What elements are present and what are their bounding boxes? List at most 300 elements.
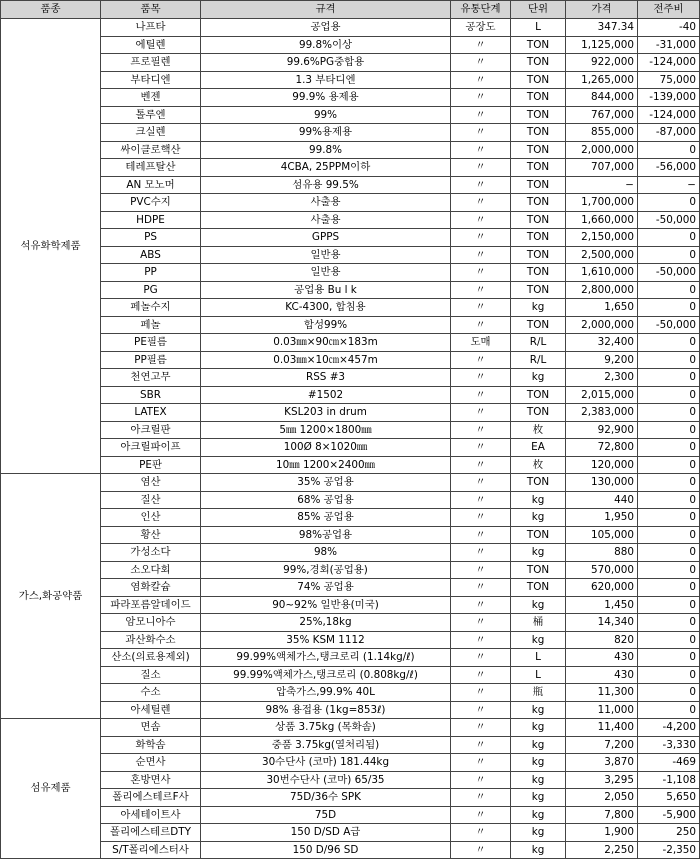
change-cell: 0: [638, 509, 700, 527]
price-cell: 2,800,000: [566, 281, 638, 299]
spec-cell: 75D: [201, 806, 451, 824]
table-row: [1, 211, 700, 229]
change-cell: -50,000: [638, 211, 700, 229]
table-row: [1, 54, 700, 72]
spec-cell: 35% KSM 1112: [201, 631, 451, 649]
unit-cell: kg: [511, 789, 566, 807]
table-row: [1, 824, 700, 842]
unit-cell: kg: [511, 369, 566, 387]
stage-cell: 〃: [451, 211, 511, 229]
spec-cell: 공업용 Bu l k: [201, 281, 451, 299]
stage-cell: 〃: [451, 404, 511, 422]
table-row: [1, 229, 700, 247]
spec-cell: 99.99%액체가스,탱크로리 (0.808kg/ℓ): [201, 666, 451, 684]
stage-cell: 공장도: [451, 19, 511, 37]
unit-cell: TON: [511, 229, 566, 247]
spec-cell: 1.3 부타디엔: [201, 71, 451, 89]
category-cell: 가스,화공약품: [1, 474, 101, 719]
item-cell: 질산: [101, 491, 201, 509]
table-row: [1, 89, 700, 107]
stage-cell: 〃: [451, 684, 511, 702]
unit-cell: 桶: [511, 614, 566, 632]
table-row: [1, 264, 700, 282]
price-cell: 767,000: [566, 106, 638, 124]
stage-cell: 〃: [451, 229, 511, 247]
unit-cell: TON: [511, 36, 566, 54]
price-cell: 3,295: [566, 771, 638, 789]
header-spec: 규격: [201, 1, 451, 19]
unit-cell: L: [511, 649, 566, 667]
price-cell: 120,000: [566, 456, 638, 474]
price-cell: 707,000: [566, 159, 638, 177]
table-row: [1, 631, 700, 649]
spec-cell: 99.6%PG중합용: [201, 54, 451, 72]
price-cell: 32,400: [566, 334, 638, 352]
spec-cell: 30번수단사 (코마) 65/35: [201, 771, 451, 789]
spec-cell: 85% 공업용: [201, 509, 451, 527]
price-cell: 3,870: [566, 754, 638, 772]
table-row: [1, 351, 700, 369]
unit-cell: 枚: [511, 421, 566, 439]
spec-cell: 74% 공업용: [201, 579, 451, 597]
price-cell: 2,500,000: [566, 246, 638, 264]
price-cell: 2,383,000: [566, 404, 638, 422]
stage-cell: 〃: [451, 299, 511, 317]
unit-cell: TON: [511, 404, 566, 422]
change-cell: 0: [638, 649, 700, 667]
item-cell: 면솜: [101, 719, 201, 737]
item-cell: PVC수지: [101, 194, 201, 212]
unit-cell: kg: [511, 631, 566, 649]
spec-cell: 99%용제용: [201, 124, 451, 142]
unit-cell: kg: [511, 299, 566, 317]
change-cell: 75,000: [638, 71, 700, 89]
change-cell: -124,000: [638, 106, 700, 124]
header-stage: 유통단계: [451, 1, 511, 19]
change-cell: -139,000: [638, 89, 700, 107]
table-row: [1, 281, 700, 299]
stage-cell: 〃: [451, 561, 511, 579]
spec-cell: 98%: [201, 544, 451, 562]
stage-cell: 〃: [451, 159, 511, 177]
stage-cell: 〃: [451, 841, 511, 859]
unit-cell: TON: [511, 316, 566, 334]
stage-cell: 〃: [451, 106, 511, 124]
spec-cell: 98% 용접용 (1kg=853ℓ): [201, 701, 451, 719]
stage-cell: 〃: [451, 351, 511, 369]
stage-cell: 〃: [451, 491, 511, 509]
stage-cell: 〃: [451, 141, 511, 159]
price-cell: 430: [566, 666, 638, 684]
spec-cell: RSS #3: [201, 369, 451, 387]
unit-cell: TON: [511, 71, 566, 89]
item-cell: 황산: [101, 526, 201, 544]
spec-cell: 150 D/96 SD: [201, 841, 451, 859]
stage-cell: 〃: [451, 806, 511, 824]
spec-cell: 0.03㎜×10㎝×457m: [201, 351, 451, 369]
price-cell: 1,700,000: [566, 194, 638, 212]
item-cell: 산소(의료용제외): [101, 649, 201, 667]
spec-cell: 75D/36수 SPK: [201, 789, 451, 807]
item-cell: 벤젠: [101, 89, 201, 107]
change-cell: -31,000: [638, 36, 700, 54]
unit-cell: TON: [511, 281, 566, 299]
price-cell: 1,660,000: [566, 211, 638, 229]
item-cell: 염산: [101, 474, 201, 492]
price-cell: 7,200: [566, 736, 638, 754]
stage-cell: 〃: [451, 176, 511, 194]
stage-cell: 〃: [451, 71, 511, 89]
change-cell: 0: [638, 561, 700, 579]
table-row: [1, 106, 700, 124]
stage-cell: 〃: [451, 36, 511, 54]
item-cell: PE필름: [101, 334, 201, 352]
unit-cell: TON: [511, 141, 566, 159]
price-cell: 2,015,000: [566, 386, 638, 404]
table-row: [1, 736, 700, 754]
change-cell: -40: [638, 19, 700, 37]
price-cell: 9,200: [566, 351, 638, 369]
unit-cell: 枚: [511, 456, 566, 474]
item-cell: 나프타: [101, 19, 201, 37]
stage-cell: 〃: [451, 596, 511, 614]
spec-cell: 상품 3.75kg (목화솜): [201, 719, 451, 737]
table-row: [1, 806, 700, 824]
spec-cell: 99%,경회(공업용): [201, 561, 451, 579]
unit-cell: kg: [511, 491, 566, 509]
stage-cell: 〃: [451, 719, 511, 737]
stage-cell: 〃: [451, 316, 511, 334]
table-row: [1, 474, 700, 492]
change-cell: -469: [638, 754, 700, 772]
change-cell: 0: [638, 421, 700, 439]
spec-cell: 68% 공업용: [201, 491, 451, 509]
spec-cell: 99.8%이상: [201, 36, 451, 54]
unit-cell: TON: [511, 89, 566, 107]
unit-cell: TON: [511, 561, 566, 579]
item-cell: PE판: [101, 456, 201, 474]
table-body: [1, 19, 700, 859]
spec-cell: 압축가스,99.9% 40L: [201, 684, 451, 702]
change-cell: 0: [638, 526, 700, 544]
spec-cell: 35% 공업용: [201, 474, 451, 492]
spec-cell: 섬유용 99.5%: [201, 176, 451, 194]
change-cell: 0: [638, 701, 700, 719]
unit-cell: TON: [511, 579, 566, 597]
unit-cell: L: [511, 19, 566, 37]
spec-cell: KC-4300, 합침용: [201, 299, 451, 317]
unit-cell: TON: [511, 194, 566, 212]
table-row: [1, 316, 700, 334]
table-row: [1, 666, 700, 684]
spec-cell: 10㎜ 1200×2400㎜: [201, 456, 451, 474]
item-cell: 아세테이트사: [101, 806, 201, 824]
stage-cell: 〃: [451, 824, 511, 842]
spec-cell: 사출용: [201, 194, 451, 212]
change-cell: 0: [638, 579, 700, 597]
unit-cell: 瓶: [511, 684, 566, 702]
change-cell: 0: [638, 631, 700, 649]
unit-cell: kg: [511, 701, 566, 719]
price-cell: 7,800: [566, 806, 638, 824]
price-cell: 440: [566, 491, 638, 509]
unit-cell: kg: [511, 754, 566, 772]
price-cell: 1,650: [566, 299, 638, 317]
table-row: [1, 124, 700, 142]
change-cell: -5,900: [638, 806, 700, 824]
spec-cell: 중품 3.75kg(열처리됨): [201, 736, 451, 754]
item-cell: 크실렌: [101, 124, 201, 142]
price-cell: 72,800: [566, 439, 638, 457]
table-row: [1, 36, 700, 54]
table-row: [1, 456, 700, 474]
price-cell: 2,150,000: [566, 229, 638, 247]
unit-cell: TON: [511, 264, 566, 282]
price-cell: 130,000: [566, 474, 638, 492]
item-cell: 수소: [101, 684, 201, 702]
unit-cell: kg: [511, 771, 566, 789]
stage-cell: 〃: [451, 386, 511, 404]
price-cell: 922,000: [566, 54, 638, 72]
change-cell: 0: [638, 404, 700, 422]
spec-cell: GPPS: [201, 229, 451, 247]
category-cell: 섬유제품: [1, 719, 101, 859]
stage-cell: 〃: [451, 526, 511, 544]
table-row: [1, 246, 700, 264]
stage-cell: 〃: [451, 509, 511, 527]
spec-cell: 일반용: [201, 264, 451, 282]
item-cell: PP필름: [101, 351, 201, 369]
price-cell: 14,340: [566, 614, 638, 632]
stage-cell: 〃: [451, 631, 511, 649]
item-cell: 테레프탈산: [101, 159, 201, 177]
table-row: [1, 439, 700, 457]
spec-cell: 5㎜ 1200×1800㎜: [201, 421, 451, 439]
unit-cell: L: [511, 666, 566, 684]
unit-cell: kg: [511, 806, 566, 824]
price-cell: 1,610,000: [566, 264, 638, 282]
item-cell: 가성소다: [101, 544, 201, 562]
spec-cell: 100Ø 8×1020㎜: [201, 439, 451, 457]
price-cell: 2,050: [566, 789, 638, 807]
spec-cell: 사출용: [201, 211, 451, 229]
stage-cell: 〃: [451, 281, 511, 299]
unit-cell: EA: [511, 439, 566, 457]
item-cell: AN 모노머: [101, 176, 201, 194]
change-cell: 0: [638, 544, 700, 562]
stage-cell: 〃: [451, 771, 511, 789]
price-cell: 1,125,000: [566, 36, 638, 54]
change-cell: 0: [638, 439, 700, 457]
table-row: [1, 684, 700, 702]
item-cell: 아크릴판: [101, 421, 201, 439]
item-cell: 부타디엔: [101, 71, 201, 89]
item-cell: 순면사: [101, 754, 201, 772]
unit-cell: TON: [511, 474, 566, 492]
table-row: [1, 789, 700, 807]
item-cell: 싸이클로핵산: [101, 141, 201, 159]
stage-cell: 〃: [451, 54, 511, 72]
change-cell: -3,330: [638, 736, 700, 754]
price-cell: 820: [566, 631, 638, 649]
item-cell: 아크릴파이프: [101, 439, 201, 457]
unit-cell: kg: [511, 736, 566, 754]
change-cell: 0: [638, 299, 700, 317]
header-item: 품목: [101, 1, 201, 19]
stage-cell: 〃: [451, 754, 511, 772]
item-cell: 암모니아수: [101, 614, 201, 632]
price-cell: 105,000: [566, 526, 638, 544]
change-cell: -56,000: [638, 159, 700, 177]
price-cell: 1,450: [566, 596, 638, 614]
stage-cell: 〃: [451, 89, 511, 107]
category-cell: 석유화학제품: [1, 19, 101, 474]
price-cell: −: [566, 176, 638, 194]
stage-cell: 〃: [451, 789, 511, 807]
change-cell: 0: [638, 684, 700, 702]
header-change: 전주비: [638, 1, 700, 19]
item-cell: 소오다회: [101, 561, 201, 579]
table-row: [1, 369, 700, 387]
change-cell: -50,000: [638, 264, 700, 282]
price-cell: 11,400: [566, 719, 638, 737]
change-cell: -87,000: [638, 124, 700, 142]
item-cell: PG: [101, 281, 201, 299]
change-cell: 0: [638, 351, 700, 369]
table-row: [1, 771, 700, 789]
change-cell: 0: [638, 386, 700, 404]
table-row: [1, 701, 700, 719]
change-cell: 0: [638, 596, 700, 614]
stage-cell: 〃: [451, 649, 511, 667]
price-cell: 2,250: [566, 841, 638, 859]
stage-cell: 〃: [451, 124, 511, 142]
unit-cell: TON: [511, 124, 566, 142]
unit-cell: kg: [511, 841, 566, 859]
spec-cell: 합성99%: [201, 316, 451, 334]
unit-cell: TON: [511, 246, 566, 264]
stage-cell: 〃: [451, 736, 511, 754]
change-cell: 0: [638, 614, 700, 632]
stage-cell: 〃: [451, 474, 511, 492]
table-row: [1, 19, 700, 37]
unit-cell: TON: [511, 176, 566, 194]
item-cell: 에틸렌: [101, 36, 201, 54]
table-row: [1, 141, 700, 159]
stage-cell: 〃: [451, 544, 511, 562]
table-row: [1, 841, 700, 859]
price-cell: 347.34: [566, 19, 638, 37]
change-cell: -124,000: [638, 54, 700, 72]
table-row: [1, 334, 700, 352]
item-cell: 천연고무: [101, 369, 201, 387]
table-row: [1, 71, 700, 89]
change-cell: 0: [638, 456, 700, 474]
table-row: [1, 386, 700, 404]
unit-cell: TON: [511, 211, 566, 229]
unit-cell: kg: [511, 719, 566, 737]
change-cell: -2,350: [638, 841, 700, 859]
price-cell: 844,000: [566, 89, 638, 107]
item-cell: HDPE: [101, 211, 201, 229]
header-unit: 단위: [511, 1, 566, 19]
stage-cell: 〃: [451, 614, 511, 632]
stage-cell: 〃: [451, 369, 511, 387]
stage-cell: 〃: [451, 439, 511, 457]
price-cell: 2,000,000: [566, 316, 638, 334]
unit-cell: TON: [511, 386, 566, 404]
price-cell: 2,300: [566, 369, 638, 387]
unit-cell: R/L: [511, 351, 566, 369]
spec-cell: 4CBA, 25PPM이하: [201, 159, 451, 177]
table-row: [1, 596, 700, 614]
price-cell: 11,300: [566, 684, 638, 702]
stage-cell: 〃: [451, 456, 511, 474]
spec-cell: 99%: [201, 106, 451, 124]
item-cell: S/T폴리에스터사: [101, 841, 201, 859]
stage-cell: 〃: [451, 246, 511, 264]
stage-cell: 〃: [451, 194, 511, 212]
item-cell: 화학솜: [101, 736, 201, 754]
unit-cell: TON: [511, 526, 566, 544]
spec-cell: 150 D/SD A급: [201, 824, 451, 842]
item-cell: 아세틸렌: [101, 701, 201, 719]
stage-cell: 〃: [451, 701, 511, 719]
header-price: 가격: [566, 1, 638, 19]
price-cell: 570,000: [566, 561, 638, 579]
change-cell: 0: [638, 246, 700, 264]
item-cell: 톨루엔: [101, 106, 201, 124]
stage-cell: 〃: [451, 579, 511, 597]
spec-cell: 99.99%액체가스,탱크로리 (1.14kg/ℓ): [201, 649, 451, 667]
unit-cell: TON: [511, 106, 566, 124]
price-cell: 880: [566, 544, 638, 562]
spec-cell: KSL203 in drum: [201, 404, 451, 422]
table-row: [1, 649, 700, 667]
unit-cell: R/L: [511, 334, 566, 352]
change-cell: 0: [638, 666, 700, 684]
header-category: 품종: [1, 1, 101, 19]
unit-cell: kg: [511, 596, 566, 614]
price-cell: 92,900: [566, 421, 638, 439]
table-row: [1, 299, 700, 317]
table-row: [1, 544, 700, 562]
table-row: [1, 404, 700, 422]
price-cell: 1,265,000: [566, 71, 638, 89]
item-cell: 과산화수소: [101, 631, 201, 649]
item-cell: PS: [101, 229, 201, 247]
table-row: [1, 194, 700, 212]
table-row: [1, 159, 700, 177]
item-cell: 폴리에스테르DTY: [101, 824, 201, 842]
spec-cell: 0.03㎜×90㎝×183m: [201, 334, 451, 352]
table-row: [1, 509, 700, 527]
stage-cell: 도매: [451, 334, 511, 352]
spec-cell: 99.9% 용제용: [201, 89, 451, 107]
item-cell: 프로필렌: [101, 54, 201, 72]
change-cell: -50,000: [638, 316, 700, 334]
table-row: [1, 561, 700, 579]
table-row: [1, 579, 700, 597]
spec-cell: 98%공업용: [201, 526, 451, 544]
change-cell: −: [638, 176, 700, 194]
item-cell: ABS: [101, 246, 201, 264]
table-row: [1, 176, 700, 194]
price-cell: 11,000: [566, 701, 638, 719]
table-row: [1, 719, 700, 737]
price-cell: 855,000: [566, 124, 638, 142]
table-row: [1, 491, 700, 509]
